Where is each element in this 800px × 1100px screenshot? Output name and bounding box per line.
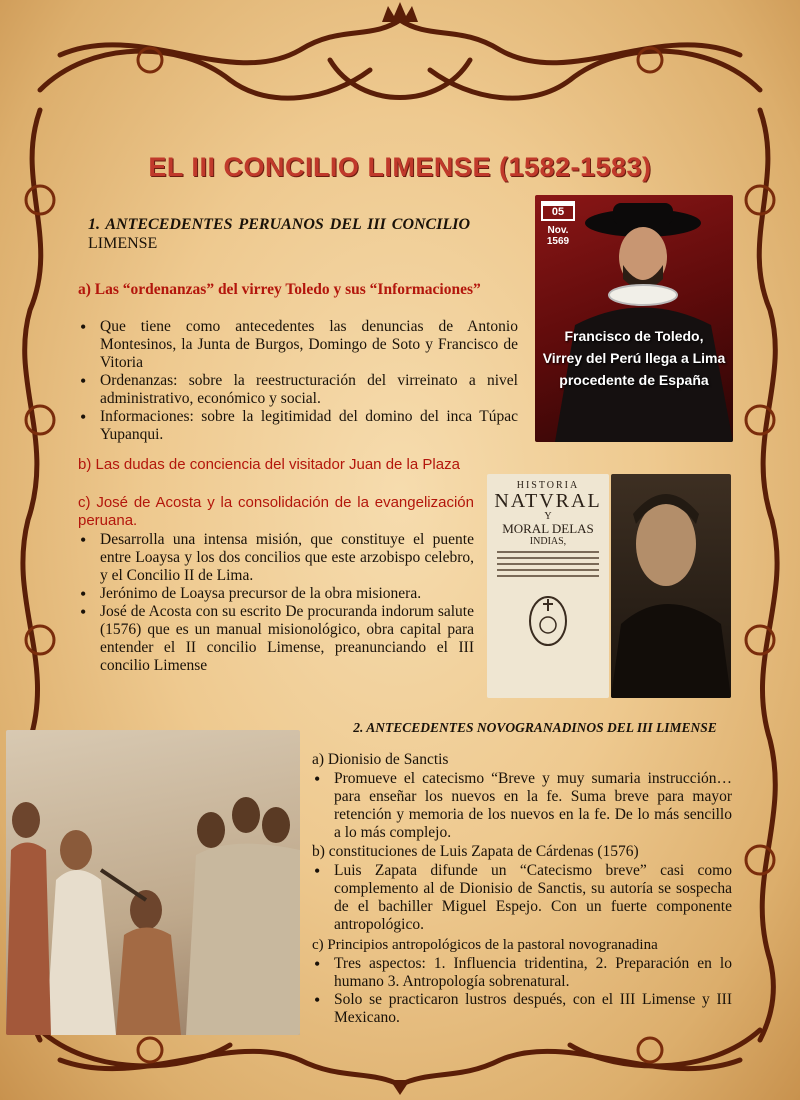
portrait-figure-icon (611, 474, 731, 698)
list-item: • Desarrolla una intensa misión, que constituye el puente entre Loaysa y los dos concilios que este arzobispo celebro, y el Concilio II de Lima. (78, 531, 474, 585)
list-item: • Jerónimo de Loaysa precursor de la obra misionera. (78, 585, 474, 603)
list-item: • Luis Zapata difunde un “Catecismo breve” casi como complemento al de Dionisio de Sanctis, su autoría se sospecha de el bachiller Miguel Espejo. Con un fuerte componente antropológico. (312, 862, 732, 934)
date-badge: 05 Nov. 1569 (541, 201, 575, 247)
list-item: • Tres aspectos: 1. Influencia tridentina, 2. Preparación en lo humano 3. Antropología sobrenatural. (312, 955, 732, 991)
section2-a-list (312, 770, 732, 842)
section2-b-title: b) constituciones de Luis Zapata de Cárdenas (1576) (312, 843, 639, 860)
calendar-icon: 05 (541, 201, 575, 221)
list-item: • José de Acosta con su escrito De procuranda indorum salute (1576) que es un manual misionológico, obra capital para entender el II concilio Limense, preanunciando el III concilio Limense (78, 603, 474, 675)
ihs-emblem-icon (523, 589, 573, 649)
evangelization-painting (6, 730, 300, 1035)
acosta-portrait (611, 474, 731, 698)
section2-heading: 2. ANTECEDENTES NOVOGRANADINOS DEL III LIMENSE (353, 720, 717, 735)
list-item: • Ordenanzas: sobre la reestructuración del virreinato a nivel administrativo, económico y social. (78, 372, 518, 408)
painting-figures-icon (6, 730, 300, 1035)
book-text-lines (497, 551, 599, 577)
toledo-portrait (535, 195, 733, 442)
section2-c-title: c) Principios antropológicos de la pastoral novogranadina (312, 937, 658, 953)
list-item: • Que tiene como antecedentes las denuncias de Antonio Montesinos, la Junta de Burgos, Domingo de Soto y Francisco de Vitoria (78, 318, 518, 372)
list-item: • Promueve el catecismo “Breve y muy sumaria instrucción… para enseñar los nuevos en la fe. Suma breve para mayor retención y memoria de los nuevos en la fe. De lo más sencillo a lo más complejo. (312, 770, 732, 842)
section1-heading: 1. ANTECEDENTES PERUANOS DEL III CONCILIO LIMENSE (88, 216, 470, 252)
section2-a-title: a) Dionisio de Sanctis (312, 751, 449, 768)
crown-icon (382, 2, 418, 22)
book-cover: HISTORIA NATVRAL Y MORAL DELAS INDIAS, (487, 474, 609, 698)
list-item: • Informaciones: sobre la legitimidad del domino del inca Túpac Yupanqui. (78, 408, 518, 444)
section1-a-list (78, 318, 518, 444)
list-item: • Solo se practicaron lustros después, con el III Limense y III Mexicano. (312, 991, 732, 1027)
section2-c-list (312, 955, 732, 1027)
portrait-caption: Francisco de Toledo, Virrey del Perú llega a Lima procedente de España (542, 328, 726, 388)
section1-c-list (78, 531, 474, 675)
section1-b-title: b) Las dudas de conciencia del visitador Juan de la Plaza (78, 456, 460, 473)
page-title: EL III CONCILIO LIMENSE (1582-1583) (148, 152, 652, 182)
section1-c-title: c) José de Acosta y la consolidación de la evangelización peruana. (78, 494, 474, 529)
section1-a-title: a) Las “ordenanzas” del virrey Toledo y sus “Informaciones” (78, 281, 481, 298)
section2-b-list (312, 862, 732, 934)
